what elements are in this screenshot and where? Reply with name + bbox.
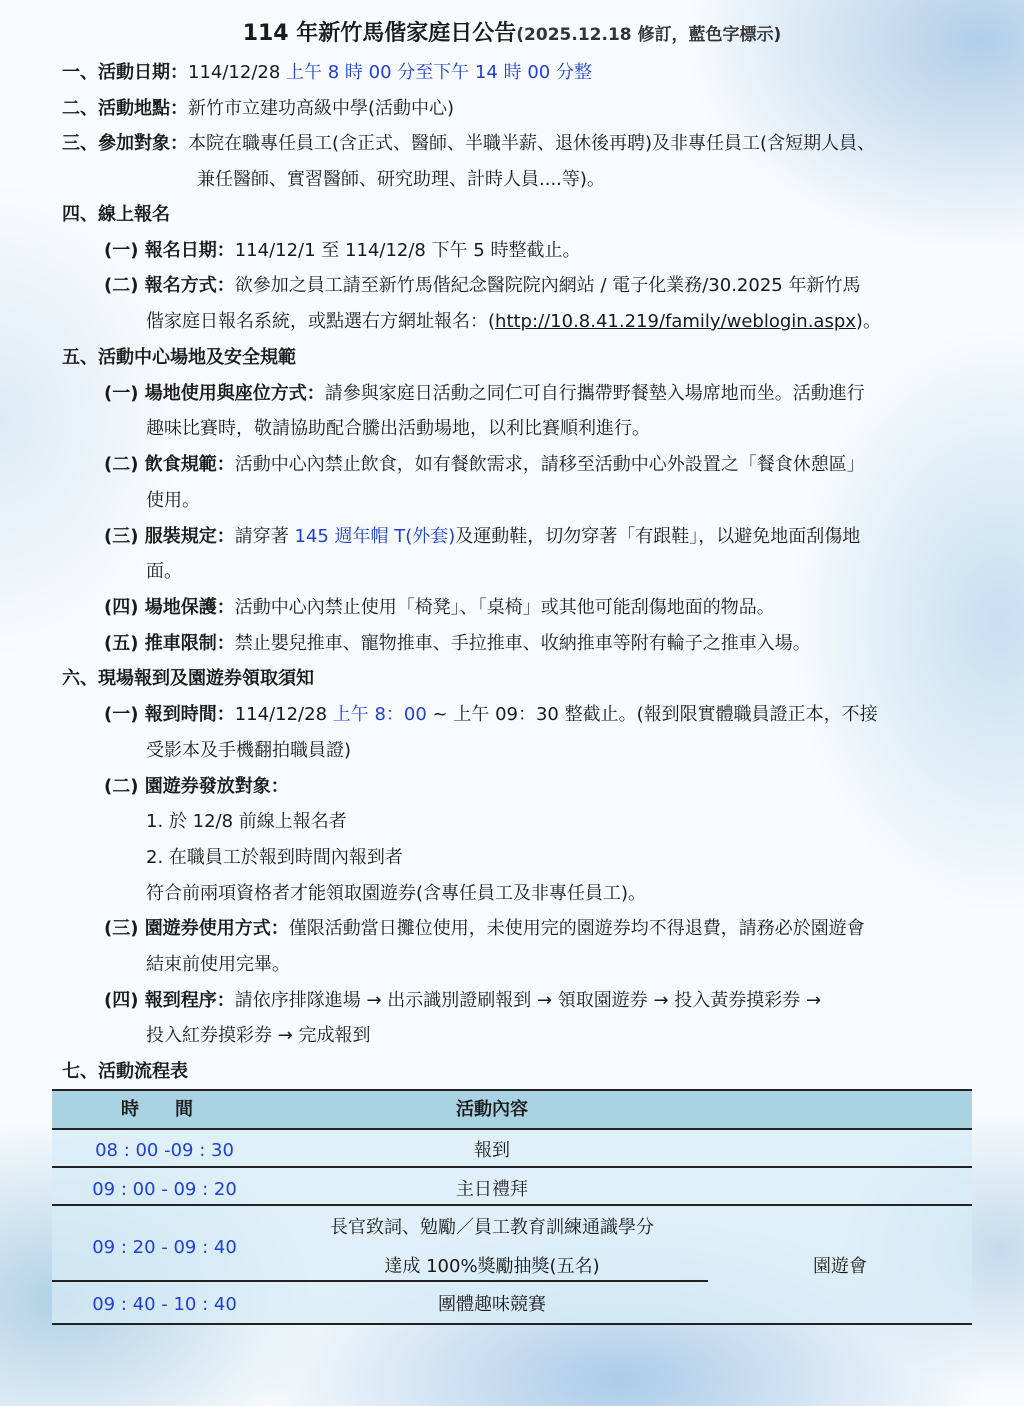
schedule-col-content: 活動內容	[456, 1099, 528, 1120]
venue-protection-text: 活動中心內禁止使用「椅凳」、「桌椅」或其他可能刮傷地面的物品。	[234, 597, 775, 618]
checkin-time	[104, 697, 878, 733]
event-date: 114/12/28	[188, 62, 287, 83]
section-checkin-heading: 六、現場報到及園遊券領取須知	[62, 668, 314, 689]
voucher-eligibility-item-2: 2. 在職員工於報到時間內報到者	[146, 847, 403, 868]
section-location	[62, 91, 454, 127]
registration-date-text: 114/12/1 至 114/12/8 下午 5 時整截止。	[234, 240, 581, 261]
schedule-col-time: 時 間	[121, 1099, 193, 1120]
checkin-time-text-2: 受影本及手機翻拍職員證)	[146, 740, 352, 761]
schedule-divider	[52, 1166, 972, 1168]
venue-dress-text-pre: 請穿著	[234, 526, 295, 547]
venue-stroller	[104, 626, 811, 662]
registration-method-line-2	[146, 304, 881, 340]
schedule-row-content: 長官致詞、勉勵／員工教育訓練通識學分	[330, 1217, 654, 1238]
schedule-side-label: 園遊會	[813, 1256, 867, 1277]
title-subtitle: (2025.12.18 修訂，藍色字標示)	[516, 25, 782, 45]
section-location-label: 二、活動地點：	[62, 98, 188, 119]
participants-text-1: 本院在職專任員工(含正式、醫師、半職半薪、退休後再聘)及非專任員工(含短期人員、	[188, 133, 876, 154]
registration-method-label: (二) 報名方式：	[104, 275, 235, 296]
voucher-usage-text-2: 結束前使用完畢。	[146, 954, 290, 975]
schedule-row-time: 09 : 00 - 09 : 20	[92, 1179, 237, 1200]
section-schedule-heading: 七、活動流程表	[62, 1061, 188, 1082]
schedule-row-content: 報到	[474, 1140, 510, 1161]
checkin-procedure-text-2: 投入紅券摸彩券 → 完成報到	[146, 1025, 371, 1046]
registration-date	[104, 233, 580, 269]
schedule-row-content: 主日禮拜	[456, 1179, 528, 1200]
venue-protection-label: (四) 場地保護：	[104, 597, 235, 618]
schedule-row-time: 08 : 00 -09 : 30	[95, 1140, 234, 1161]
venue-seating-label: (一) 場地使用與座位方式：	[104, 383, 325, 404]
section-participants	[62, 126, 875, 162]
checkin-time-text: ~ 上午 09：30 整截止。(報到限實體職員證正本，不接	[426, 704, 878, 725]
voucher-eligibility-note: 符合前兩項資格者才能領取園遊券(含專任員工及非專任員工)。	[146, 883, 647, 904]
schedule-table	[52, 1089, 972, 1325]
title-main: 114 年新竹馬偕家庭日公告	[242, 21, 517, 46]
section-registration-heading: 四、線上報名	[62, 204, 170, 225]
venue-protection	[104, 590, 775, 626]
venue-dress	[104, 519, 860, 555]
registration-date-label: (一) 報名日期：	[104, 240, 235, 261]
page-title	[0, 18, 1024, 51]
venue-stroller-text: 禁止嬰兒推車、寵物推車、手拉推車、收納推車等附有輪子之推車入場。	[234, 633, 811, 654]
registration-method-text-2: 偕家庭日報名系統，或點選右方網址報名：(	[146, 311, 496, 332]
checkin-date: 114/12/28	[234, 704, 333, 725]
venue-food-text-2: 使用。	[146, 490, 200, 511]
section-participants-label: 三、參加對象：	[62, 133, 188, 154]
venue-seating-text-2: 趣味比賽時，敬請協助配合騰出活動場地，以利比賽順利進行。	[146, 418, 650, 439]
venue-food	[104, 447, 865, 483]
schedule-row-content: 團體趣味競賽	[438, 1294, 546, 1315]
venue-dress-shirt: 145 週年帽 T(外套)	[294, 526, 456, 547]
venue-dress-text-post: 及運動鞋，切勿穿著「有跟鞋」，以避免地面刮傷地	[455, 526, 861, 547]
registration-method-text-3: )。	[855, 311, 881, 332]
section-date-label: 一、活動日期：	[62, 62, 188, 83]
checkin-procedure-label: (四) 報到程序：	[104, 990, 235, 1011]
voucher-eligibility-item-1: 1. 於 12/8 前線上報名者	[146, 811, 347, 832]
venue-food-text-1: 活動中心內禁止飲食，如有餐飲需求，請移至活動中心外設置之「餐食休憩區」	[234, 454, 865, 475]
checkin-time-label: (一) 報到時間：	[104, 704, 235, 725]
section-venue-heading: 五、活動中心場地及安全規範	[62, 347, 296, 368]
voucher-usage-text-1: 僅限活動當日攤位使用，未使用完的園遊券均不得退費，請務必於園遊會	[288, 918, 865, 939]
venue-seating	[104, 376, 865, 412]
schedule-row-time: 09 : 40 - 10 : 40	[92, 1294, 237, 1315]
voucher-usage	[104, 911, 865, 947]
registration-method	[104, 268, 860, 304]
voucher-eligibility-label: (二) 園遊券發放對象：	[104, 776, 289, 797]
registration-link[interactable]: http://10.8.41.219/family/weblogin.aspx	[495, 311, 856, 332]
venue-food-label: (二) 飲食規範：	[104, 454, 235, 475]
checkin-start: 上午 8：00	[332, 704, 427, 725]
schedule-row-content-2: 達成 100%獎勵抽獎(五名)	[384, 1256, 600, 1277]
venue-dress-text-2: 面。	[146, 561, 182, 582]
schedule-row-time: 09 : 20 - 09 : 40	[92, 1237, 237, 1258]
participants-text-2: 兼任醫師、實習醫師、研究助理、計時人員....等)。	[197, 169, 605, 190]
event-time: 上午 8 時 00 分至下午 14 時 00 分整	[286, 62, 592, 83]
venue-stroller-label: (五) 推車限制：	[104, 633, 235, 654]
voucher-usage-label: (三) 園遊券使用方式：	[104, 918, 289, 939]
section-date	[62, 55, 592, 91]
venue-seating-text-1: 請參與家庭日活動之同仁可自行攜帶野餐墊入場席地而坐。活動進行	[324, 383, 865, 404]
registration-method-text-1: 欲參加之員工請至新竹馬偕紀念醫院院內網站 / 電子化業務/30.2025 年新竹馬	[234, 275, 861, 296]
checkin-procedure	[104, 983, 821, 1019]
venue-dress-label: (三) 服裝規定：	[104, 526, 235, 547]
schedule-divider	[52, 1280, 708, 1282]
event-location: 新竹市立建功高級中學(活動中心)	[188, 98, 455, 119]
schedule-divider	[52, 1204, 972, 1206]
checkin-procedure-text-1: 請依序排隊進場 → 出示識別證刷報到 → 領取園遊券 → 投入黃券摸彩券 →	[234, 990, 822, 1011]
